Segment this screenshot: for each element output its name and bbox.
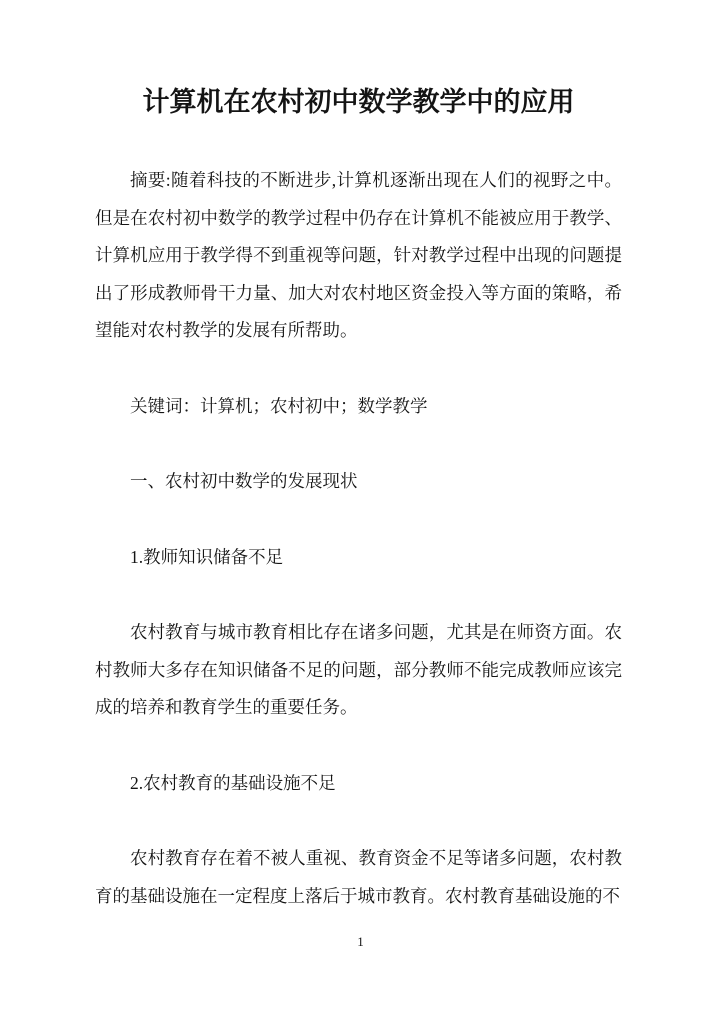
subsection-heading-2: 2.农村教育的基础设施不足 [130, 772, 336, 793]
document-title: 计算机在农村初中数学教学中的应用 [142, 87, 575, 117]
abstract-paragraph: 摘要:随着科技的不断进步,计算机逐渐出现在人们的视野之中。但是在农村初中数学的教学过程中仍存在计算机不能被应用于教学、计算机应用于教学得不到重视等问题，针对教学过程中出现的问题提出了形成教师骨干力量、加大对农村地区资金投入等方面的策略，希望能对农村教学的发展有所帮助。 [95, 170, 622, 340]
page-number: 1 [357, 934, 364, 949]
keywords-line: 关键词：计算机；农村初中；数学教学 [130, 395, 428, 416]
body-paragraph-1: 农村教育与城市教育相比存在诸多问题，尤其是在师资方面。农村教师大多存在知识储备不足的问题，部分教师不能完成教师应该完成的培养和教育学生的重要任务。 [95, 622, 622, 717]
document-content [95, 80, 622, 953]
section-heading-1: 一、农村初中数学的发展现状 [130, 471, 358, 491]
subsection-heading-1: 1.教师知识储备不足 [130, 546, 284, 567]
body-paragraph-2: 农村教育存在着不被人重视、教育资金不足等诸多问题，农村教育的基础设施在一定程度上落后于城市教育。农村教育基础设施的不 [95, 848, 622, 906]
